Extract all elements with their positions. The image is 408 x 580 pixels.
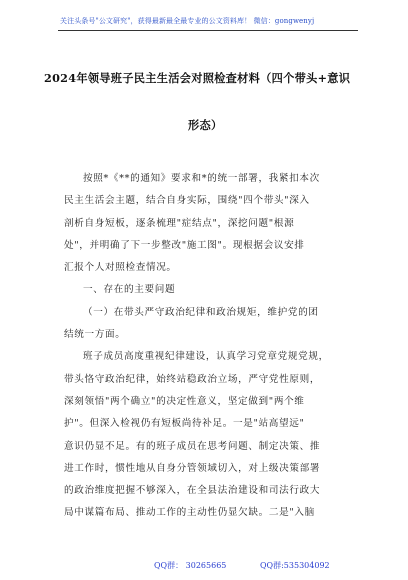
body-line: 结统一方面。	[64, 329, 126, 341]
body-line: 民主生活会主题，结合自身实际，围绕"四个带头"深入	[64, 195, 310, 207]
body-line: 处"，并明确了下一步整改"施工图"。现根据会议安排	[64, 239, 305, 251]
header-divider	[58, 30, 358, 31]
section-heading: 一、存在的主要问题	[83, 284, 176, 296]
body-line: 剖析自身短板，逐条梳理"症结点"，深挖问题"根源	[64, 217, 295, 229]
body-line: 汇报个人对照检查情况。	[64, 262, 177, 274]
header-banner: 关注头条号"公文研究"，获得最新最全最专业的公文资料库！ 微信：gongwenyj	[60, 17, 315, 25]
body-line: 的政治维度把握不够深入，在全县法治建设和司法行政大	[64, 485, 321, 497]
footer	[0, 560, 408, 574]
subsection-heading: （一）在带头严守政治纪律和政治规矩，维护党的团	[83, 306, 319, 318]
body-line: 护"。但深入检视仍有短板尚待补足。一是"站高望远"	[64, 418, 305, 430]
body-line: 局中谋篇布局、推动工作的主动性仍显欠缺。二是"入脑	[64, 507, 315, 519]
document-title-line-2: 形态）	[188, 118, 223, 132]
body-line: 深刻领悟"两个确立"的决定性意义，坚定做到"两个维	[64, 395, 305, 407]
body-line: 进工作时，惯性地从自身分管领域切入，对上级决策部署	[64, 462, 321, 474]
footer-qq-group-2: QQ群:535304092	[260, 561, 330, 570]
body-line: 带头恪守政治纪律，始终站稳政治立场，严守党性原则，	[64, 373, 321, 385]
document-title-line-1: 2024年领导班子民主生活会对照检查材料（四个带头+意识	[44, 71, 351, 85]
body-line: 意识仍显不足。有的班子成员在思考问题、制定决策、推	[64, 440, 321, 452]
body-line: 按照*《**的通知》要求和*的统一部署，我紧扣本次	[83, 173, 320, 184]
body-line: 班子成员高度重视纪律建设，认真学习党章党规党规，	[83, 351, 329, 363]
footer-qq-group-1: QQ群： 30265665	[154, 561, 227, 570]
document-body	[64, 168, 354, 525]
